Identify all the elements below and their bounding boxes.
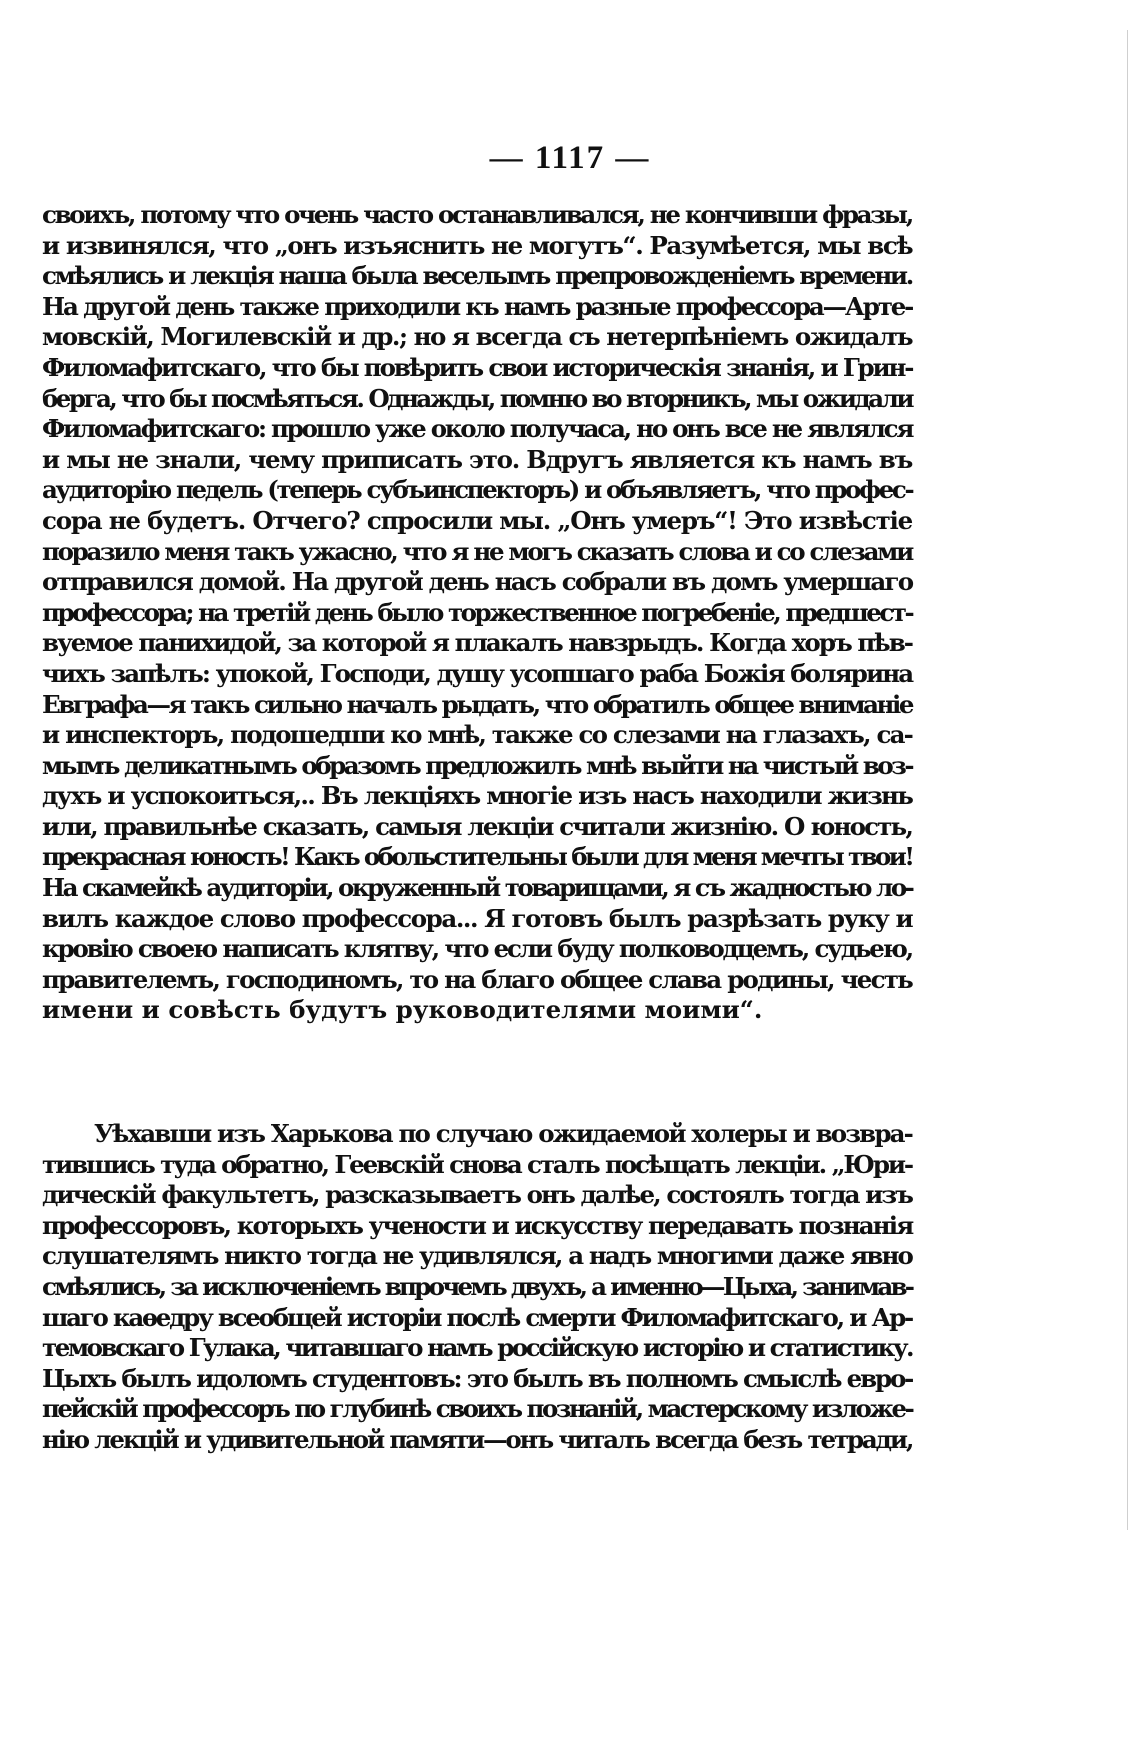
text-line: Цыхъ былъ идоломъ студентовъ: это былъ въ полномъ смыслѣ евро-	[42, 1363, 913, 1393]
text-line: профессора; на третій день было торжественное погребеніе, предшест-	[42, 597, 913, 627]
text-line: Евграфа—я такъ сильно началъ рыдать, что обратилъ общее вниманіе	[42, 689, 912, 719]
text-line: сора не будетъ. Отчего? спросили мы. „Онъ умеръ“! Это извѣстіе	[42, 505, 912, 535]
text-line: и мы не знали, чему приписать это. Вдругъ является къ намъ въ	[42, 444, 913, 474]
text-line: правителемъ, господиномъ, то на благо общее слава родины, честь	[42, 964, 912, 994]
text-line: тившись туда обратно, Геевскій снова сталъ посѣщать лекціи. „Юри-	[42, 1149, 912, 1179]
text-line: темовскаго Гулака, читавшаго намъ россійскую исторію и статистику.	[42, 1333, 913, 1363]
text-line: своихъ, потому что очень часто останавливался, не кончивши фразы,	[42, 200, 912, 229]
text-line: аудиторію педель (теперь субъинспекторъ) и объявляетъ, что профес-	[42, 475, 913, 505]
text-line: смѣялись, за исключеніемъ впрочемъ двухъ, а именно—Цыха, занимав-	[42, 1271, 913, 1301]
text-line: Уѣхавши изъ Харькова по случаю ожидаемой холеры и возвра-	[94, 1119, 913, 1148]
paragraph-1	[42, 200, 912, 1026]
scan-edge-line	[1127, 30, 1128, 1530]
text-line: имени и совѣсть будутъ руководителями моими“.	[42, 995, 763, 1025]
text-line: и извинялся, что „онъ изъяснить не могутъ“. Разумѣется, мы всѣ	[42, 230, 913, 260]
text-line: вуемое панихидой, за которой я плакалъ навзрыдъ. Когда хоръ пѣв-	[42, 628, 912, 658]
text-line: дическій факультетъ, разсказываетъ онъ далѣе, состоялъ тогда изъ	[42, 1180, 912, 1210]
text-line: отправился домой. На другой день насъ собрали въ домъ умершаго	[42, 567, 913, 597]
text-line: кровію своею написать клятву, что если буду полководцемъ, судьею,	[42, 934, 912, 964]
text-line: пейскій профессоръ по глубинѣ своихъ познаній, мастерскому изложе-	[42, 1394, 913, 1424]
text-line: или, правильнѣе сказать, самыя лекціи считали жизнію. О юность,	[42, 811, 913, 841]
text-line: нію лекцій и удивительной памяти—онъ читалъ всегда безъ тетради,	[42, 1424, 913, 1454]
text-line: поразило меня такъ ужасно, что я не могъ сказать слова и со слезами	[42, 536, 912, 566]
text-line: вилъ каждое слово профессора... Я готовъ былъ разрѣзать руку и	[42, 903, 913, 933]
text-line: На другой день также приходили къ намъ разные профессора—Арте-	[42, 291, 913, 321]
paragraph-2	[42, 1119, 912, 1456]
text-line: берга, что бы посмѣяться. Однажды, помню во вторникъ, мы ожидали	[42, 383, 912, 413]
text-line: чихъ запѣлъ: упокой, Господи, душу усопшаго раба Божія болярина	[42, 658, 913, 688]
text-line: и инспекторъ, подошедши ко мнѣ, также со слезами на глазахъ, са-	[42, 720, 912, 750]
page-number: — 1117 —	[489, 140, 651, 176]
text-line: мовскій, Могилевскій и др.; но я всегда съ нетерпѣніемъ ожидалъ	[42, 322, 912, 352]
text-line: Филомафитскаго: прошло уже около получаса, но онъ все не являлся	[42, 414, 913, 444]
text-line: прекрасная юность! Какъ обольстительны были для меня мечты твои!	[42, 842, 913, 872]
text-line: Филомафитскаго, что бы повѣрить свои историческія знанія, и Грин-	[42, 352, 913, 382]
text-line: шаго каѳедру всеобщей исторіи послѣ смерти Филомафитскаго, и Ар-	[42, 1302, 912, 1332]
text-line: слушателямъ никто тогда не удивлялся, а надъ многими даже явно	[42, 1241, 912, 1271]
text-line: мымъ деликатнымъ образомъ предложилъ мнѣ выйти на чистый воз-	[42, 750, 912, 780]
text-line: На скамейкѣ аудиторіи, окруженный товарищами, я съ жадностью ло-	[42, 873, 913, 903]
text-line: духъ и успокоиться,.. Въ лекціяхъ многіе изъ насъ находили жизнь	[42, 781, 913, 811]
text-line: профессоровъ, которыхъ учености и искусству передавать познанія	[42, 1210, 913, 1240]
text-line: смѣялись и лекція наша была веселымъ препровожденіемъ времени.	[42, 261, 912, 291]
